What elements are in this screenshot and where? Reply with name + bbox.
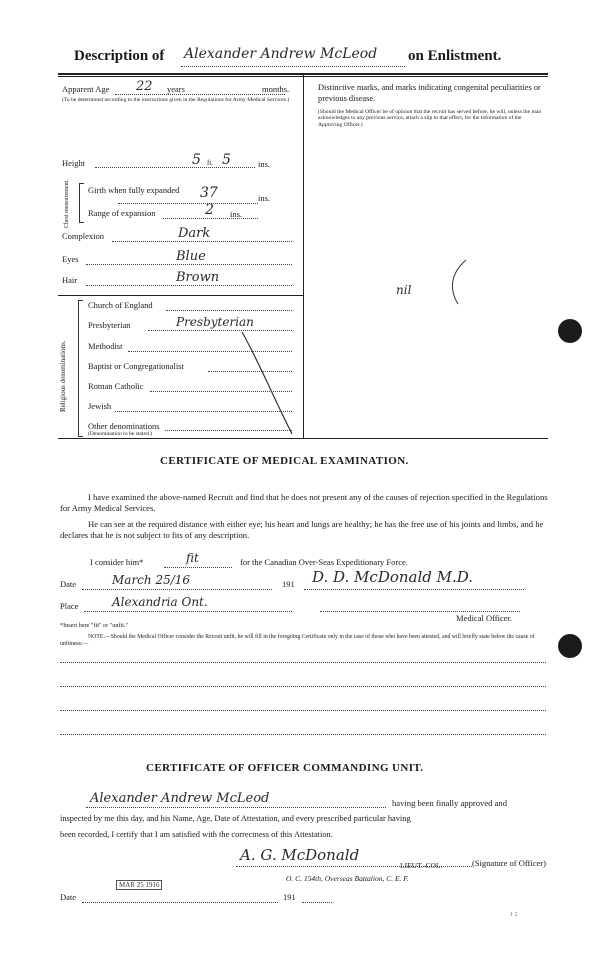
months-label: months.: [262, 84, 290, 94]
girth-unit: ins.: [258, 193, 271, 203]
height-feet: 5: [192, 152, 201, 168]
age-line: [115, 94, 285, 95]
medical-place-value: Alexandria Ont.: [112, 595, 208, 609]
expansion-line: [163, 218, 258, 219]
age-value: 22: [136, 79, 153, 94]
officer-unit: O. C. 154th, Overseas Battalion, C. E. F.: [286, 874, 409, 883]
medical-officer-line: [320, 611, 520, 612]
girth-line: [118, 203, 258, 204]
hair-label: Hair: [62, 275, 78, 285]
officer-year-line: [302, 902, 332, 903]
complexion-line: [112, 241, 292, 242]
marks-note: (Should the Medical Officer be of opinion that the recruit has served before, he will, unless the man acknowledges to any previous service, attach a slip to that effect, for the information of the Approving Officer.): [318, 109, 542, 128]
girth-value: 37: [200, 185, 218, 201]
religion-methodist: Methodist: [88, 341, 123, 351]
religion-other-note: (Denomination to be stated.): [88, 431, 153, 437]
title-prefix: Description of: [74, 48, 165, 64]
chest-vertical-label: Chest measurement.: [64, 179, 70, 228]
eyes-line: [86, 264, 292, 265]
punch-hole-top: [558, 319, 582, 343]
officer-rank: LIEUT.-COL.: [400, 861, 443, 870]
recruit-name: Alexander Andrew McLeod: [184, 46, 378, 62]
footer-mark: 1 2: [510, 912, 518, 918]
religion-other: Other denominations: [88, 421, 160, 431]
religion-line-1: [166, 310, 292, 311]
religion-roman-catholic: Roman Catholic: [88, 381, 144, 391]
medical-date-line: [82, 589, 272, 590]
cause-line-4: [60, 734, 546, 735]
eyes-label: Eyes: [62, 254, 79, 264]
presbyterian-mark: Presbyterian: [176, 315, 254, 329]
date-stamp: MAR 25 1916: [116, 880, 162, 890]
medical-heading: CERTIFICATE OF MEDICAL EXAMINATION.: [160, 455, 409, 467]
girth-label: Girth when fully expanded: [88, 185, 180, 195]
officer-sig-label: (Signature of Officer): [472, 858, 546, 868]
punch-hole-bottom: [558, 634, 582, 658]
expansion-label: Range of expansion: [88, 208, 156, 218]
scribble-curve-path: [452, 260, 466, 304]
age-note: (To be determined according to the instructions given in the Regulations for Army Medical Services.): [62, 97, 290, 103]
officer-heading: CERTIFICATE OF OFFICER COMMANDING UNIT.: [146, 762, 424, 774]
pen-stroke-path: [242, 332, 292, 434]
medical-para-1: I have examined the above-named Recruit and find that he does not present any of the causes of rejection specified in the Regulations for Army Medical Services.: [60, 492, 548, 514]
medical-place-line: [84, 611, 292, 612]
height-label: Height: [62, 158, 86, 168]
hair-line: [86, 285, 292, 286]
religion-vertical-label: Religious denominations.: [59, 340, 67, 412]
medical-para-2: He can see at the required distance with either eye; his heart and lungs are healthy; he has the free use of his joints and limbs, and he declares that he is not subject to fits of any description.: [60, 519, 544, 541]
height-ft-unit: ft.: [207, 159, 214, 167]
height-in-unit: ins.: [258, 159, 271, 169]
officer-year-label: 191: [283, 892, 296, 902]
cause-line-2: [60, 686, 546, 687]
chest-brace: [79, 183, 84, 223]
cause-line-1: [60, 662, 546, 663]
marks-heading: Distinctive marks, and marks indicating congenital peculiarities or previous disease.: [318, 83, 541, 103]
religion-top-rule: [58, 295, 303, 296]
officer-text-2: inspected by me this day, and his Name, Age, Date of Attestation, and every prescribed particular having: [60, 814, 411, 823]
age-label: Apparent Age: [62, 84, 110, 94]
officer-signature: A. G. McDonald: [240, 846, 360, 864]
medical-note: NOTE.—Should the Medical Officer consider the Recruit unfit, he will fill in the foregoing Certificate only in the case of those who have been attested, and will briefly state below the cause of unfitness:—: [60, 634, 535, 647]
complexion-label: Complexion: [62, 231, 105, 241]
officer-recruit-name: Alexander Andrew McLeod: [90, 791, 270, 806]
marks-scribble: nil: [396, 283, 412, 297]
years-label: years: [167, 84, 185, 94]
consider-line: [164, 567, 232, 568]
officer-text-1: having been finally approved and: [392, 798, 508, 808]
medical-sig-line: [304, 589, 524, 590]
eyes-value: Blue: [176, 249, 206, 264]
title-suffix: on Enlistment.: [408, 48, 502, 64]
insert-note: *Insert here "fit" or "unfit.": [60, 622, 129, 629]
religion-jewish: Jewish: [88, 401, 112, 411]
religion-presbyterian: Presbyterian: [88, 320, 131, 330]
officer-date-label: Date: [60, 892, 77, 902]
medical-officer-label: Medical Officer.: [456, 613, 513, 623]
consider-label: I consider him*: [90, 557, 144, 567]
officer-name-line: [86, 807, 386, 808]
height-line: [95, 167, 255, 168]
consider-post: for the Canadian Over-Seas Expeditionary Force.: [240, 557, 408, 567]
title-name-line: [181, 66, 405, 67]
marks-scribble-curve: [440, 258, 470, 308]
medical-date-label: Date: [60, 579, 77, 589]
medical-date-value: March 25/16: [112, 573, 191, 587]
religion-brace: [78, 300, 83, 437]
complexion-value: Dark: [178, 226, 211, 241]
expansion-unit: ins.: [230, 209, 243, 219]
medical-place-label: Place: [60, 601, 79, 611]
officer-date-line: [82, 902, 278, 903]
cause-line-3: [60, 710, 546, 711]
religion-church-of-england: Church of England: [88, 300, 153, 310]
officer-text-3: been recorded, I certify that I am satisfied with the correctness of this Attestation.: [60, 830, 333, 839]
religion-baptist: Baptist or Congregationalist: [88, 361, 184, 371]
medical-signature: D. D. McDonald M.D.: [312, 568, 474, 586]
religion-pen-stroke: [240, 330, 300, 440]
hair-value: Brown: [176, 270, 220, 285]
expansion-value: 2: [205, 202, 214, 218]
consider-value: fit: [186, 551, 199, 565]
medical-year-label: 191: [282, 579, 295, 589]
description-bottom-rule: [58, 438, 548, 439]
column-divider: [303, 74, 304, 438]
height-inches: 5: [222, 152, 231, 168]
